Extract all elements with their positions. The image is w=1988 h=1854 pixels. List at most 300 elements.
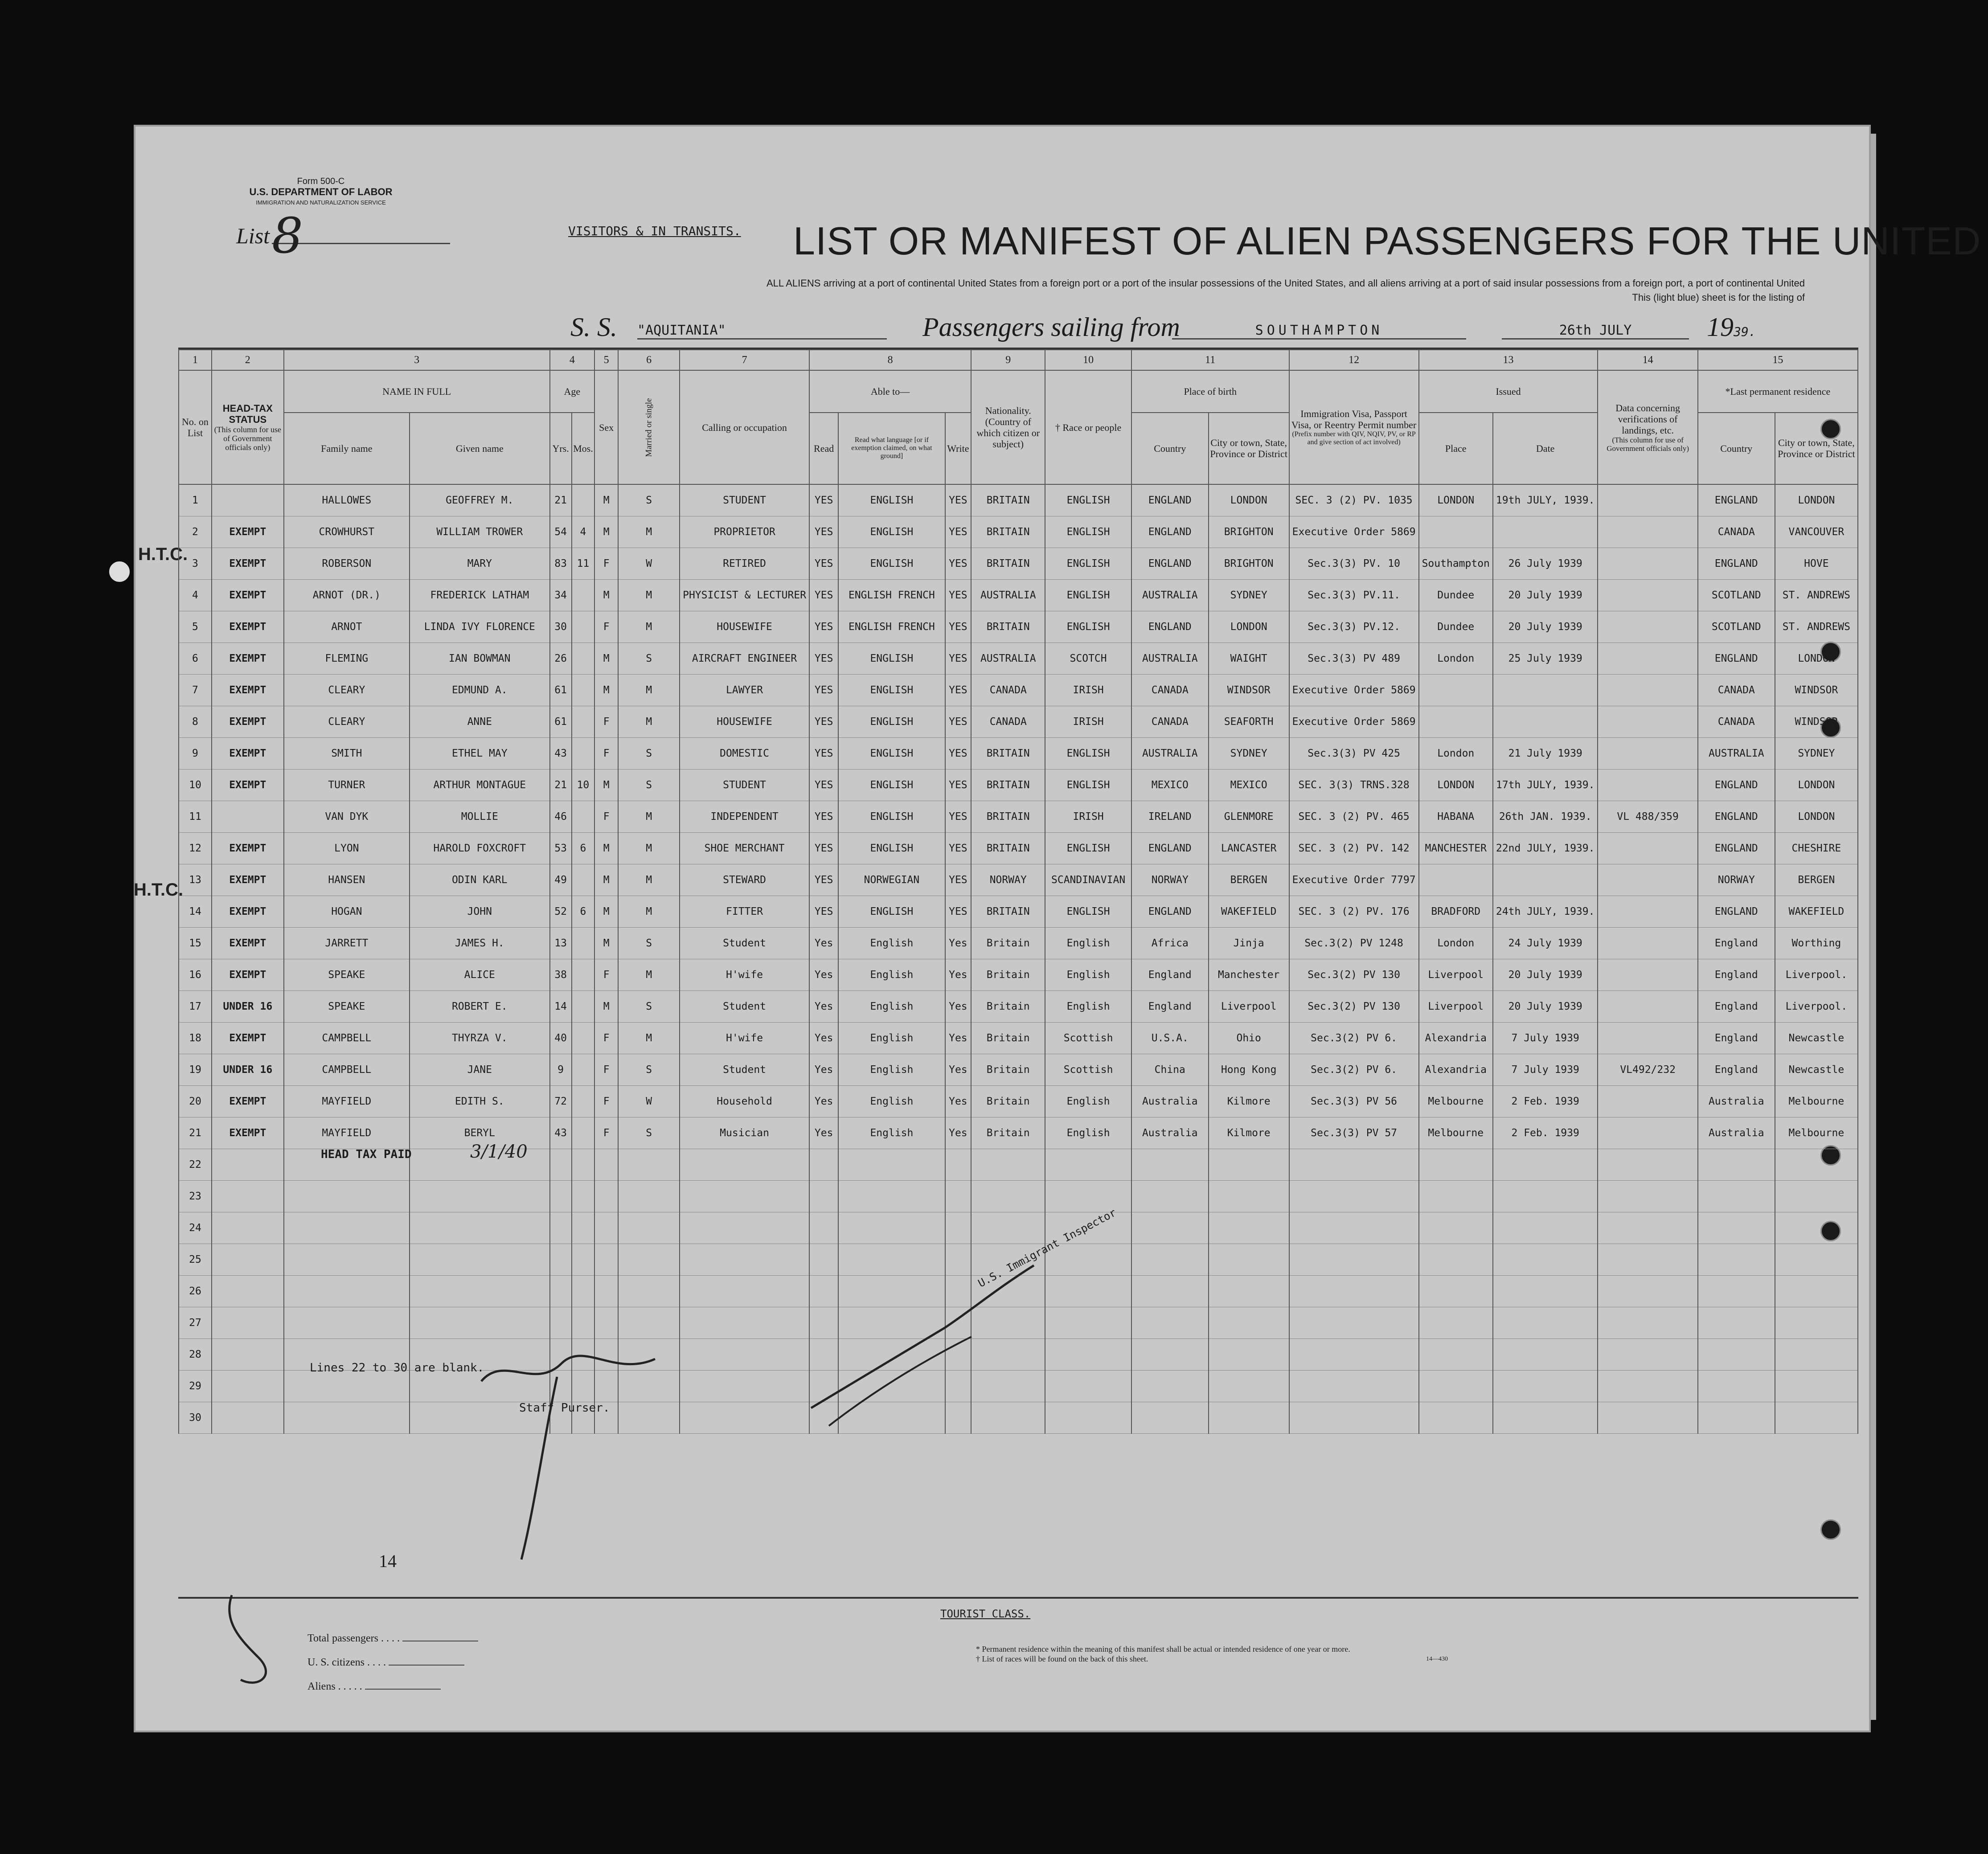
residence-city-cell: BERGEN [1775, 864, 1858, 896]
issued-date-cell: 25 July 1939 [1493, 643, 1598, 675]
can-read-cell: YES [809, 706, 838, 738]
sex-cell: M [594, 928, 618, 959]
empty-cell [1209, 1307, 1289, 1339]
empty-cell [1775, 1181, 1858, 1212]
empty-cell [284, 1276, 410, 1307]
read-language-cell: ENGLISH [838, 484, 945, 516]
empty-cell [838, 1149, 945, 1181]
age-years-cell: 53 [550, 833, 572, 864]
empty-cell [809, 1212, 838, 1244]
row-number-cell: 15 [179, 928, 212, 959]
age-years-cell: 30 [550, 611, 572, 643]
can-write-cell: Yes [945, 1086, 971, 1117]
col-number: 11 [1131, 350, 1289, 370]
header-issued-date: Date [1493, 413, 1598, 484]
landing-data-cell [1598, 769, 1697, 801]
empty-cell [212, 1307, 284, 1339]
empty-cell [212, 1339, 284, 1371]
empty-cell [1698, 1244, 1775, 1276]
occupation-cell: HOUSEWIFE [680, 611, 809, 643]
col-number: 13 [1419, 350, 1598, 370]
residence-country-cell: ENGLAND [1698, 484, 1775, 516]
age-months-cell [572, 611, 595, 643]
empty-cell [284, 1307, 410, 1339]
issued-place-cell: Liverpool [1419, 959, 1493, 991]
sex-cell: F [594, 706, 618, 738]
given-name-cell: GEOFFREY M. [410, 484, 550, 516]
row-number-cell: 13 [179, 864, 212, 896]
empty-cell [284, 1244, 410, 1276]
empty-cell [572, 1276, 595, 1307]
head-tax-status-cell: EXEMPT [212, 928, 284, 959]
issued-date-cell [1493, 516, 1598, 548]
race-cell: ENGLISH [1045, 611, 1131, 643]
header-visa [1289, 370, 1419, 484]
can-write-cell: YES [945, 643, 971, 675]
aliens-line [365, 1689, 441, 1690]
empty-cell [1045, 1181, 1131, 1212]
empty-cell [212, 1244, 284, 1276]
empty-cell [1775, 1149, 1858, 1181]
birth-country-cell: Australia [1131, 1117, 1209, 1149]
nationality-cell: CANADA [971, 706, 1045, 738]
sex-cell: M [594, 643, 618, 675]
occupation-cell: LAWYER [680, 675, 809, 706]
residence-city-cell: LONDON [1775, 484, 1858, 516]
can-read-cell: YES [809, 864, 838, 896]
row-number-cell: 26 [179, 1276, 212, 1307]
issued-place-cell: Alexandria [1419, 1023, 1493, 1054]
can-read-cell: YES [809, 833, 838, 864]
table-row [179, 675, 1858, 706]
can-read-cell: Yes [809, 1086, 838, 1117]
age-months-cell: 6 [572, 896, 595, 928]
issued-place-cell: Southampton [1419, 548, 1493, 580]
marital-status-cell: M [618, 706, 680, 738]
year-suffix: 39. [1734, 324, 1756, 339]
race-cell: English [1045, 928, 1131, 959]
nationality-cell: CANADA [971, 675, 1045, 706]
occupation-cell: HOUSEWIFE [680, 706, 809, 738]
age-years-cell: 38 [550, 959, 572, 991]
empty-cell [1289, 1244, 1419, 1276]
read-language-cell: ENGLISH [838, 833, 945, 864]
empty-cell [1775, 1371, 1858, 1402]
header-age: Age [550, 370, 595, 413]
header-row-1 [179, 370, 1858, 413]
table-row [179, 864, 1858, 896]
col-number: 7 [680, 350, 809, 370]
marital-status-cell: S [618, 738, 680, 769]
birth-country-cell: England [1131, 959, 1209, 991]
col-number: 6 [618, 350, 680, 370]
occupation-cell: STUDENT [680, 769, 809, 801]
issued-place-cell [1419, 675, 1493, 706]
birth-city-cell: SYDNEY [1209, 580, 1289, 611]
empty-cell [1209, 1339, 1289, 1371]
col-number: 1 [179, 350, 212, 370]
given-name-cell: HAROLD FOXCROFT [410, 833, 550, 864]
header-issued-place: Place [1419, 413, 1493, 484]
col-number: 4 [550, 350, 595, 370]
row-number-cell: 27 [179, 1307, 212, 1339]
can-read-cell: YES [809, 675, 838, 706]
empty-cell [618, 1276, 680, 1307]
table-row [179, 1149, 1858, 1181]
issued-date-cell: 22nd JULY, 1939. [1493, 833, 1598, 864]
row-number-cell: 12 [179, 833, 212, 864]
us-citizens-line [389, 1665, 464, 1666]
empty-cell [1698, 1149, 1775, 1181]
can-write-cell: Yes [945, 1117, 971, 1149]
visa-number-cell: Sec.3(2) PV 130 [1289, 991, 1419, 1023]
empty-cell [594, 1212, 618, 1244]
marital-status-cell: S [618, 484, 680, 516]
visa-number-cell: SEC. 3 (2) PV. 142 [1289, 833, 1419, 864]
htc-mark: H.T.C. [134, 880, 184, 900]
birth-city-cell: Manchester [1209, 959, 1289, 991]
sex-cell: M [594, 896, 618, 928]
sex-cell: F [594, 548, 618, 580]
residence-city-cell: Newcastle [1775, 1054, 1858, 1086]
birth-country-cell: AUSTRALIA [1131, 643, 1209, 675]
header-read-language: Read what language [or if exemption claimed, on what ground] [838, 413, 945, 484]
row-number-cell: 25 [179, 1244, 212, 1276]
issued-place-cell [1419, 706, 1493, 738]
issued-place-cell: BRADFORD [1419, 896, 1493, 928]
head-tax-status-cell: EXEMPT [212, 611, 284, 643]
issued-date-cell [1493, 706, 1598, 738]
age-years-cell: 43 [550, 738, 572, 769]
marital-status-cell: S [618, 1054, 680, 1086]
empty-cell [1698, 1339, 1775, 1371]
empty-cell [410, 1181, 550, 1212]
empty-cell [1419, 1402, 1493, 1434]
read-language-cell: ENGLISH [838, 738, 945, 769]
inspector-signature [802, 1248, 1070, 1435]
marital-status-cell: M [618, 864, 680, 896]
col-number: 8 [809, 350, 971, 370]
marital-status-cell: S [618, 991, 680, 1023]
read-language-cell: English [838, 1117, 945, 1149]
landings-title: Data concerning verifications of landings, etc. [1615, 402, 1680, 436]
sex-cell: F [594, 1023, 618, 1054]
can-read-cell: YES [809, 548, 838, 580]
empty-cell [1419, 1149, 1493, 1181]
issued-date-cell [1493, 864, 1598, 896]
departure-port: SOUTHAMPTON [1172, 323, 1466, 340]
empty-cell [680, 1307, 809, 1339]
issued-date-cell: 26th JAN. 1939. [1493, 801, 1598, 833]
empty-cell [1419, 1244, 1493, 1276]
header-married [618, 370, 680, 484]
empty-cell [1598, 1149, 1697, 1181]
residence-country-cell: CANADA [1698, 516, 1775, 548]
head-tax-status-cell: EXEMPT [212, 833, 284, 864]
head-tax-status-cell: EXEMPT [212, 516, 284, 548]
head-tax-status-cell [212, 484, 284, 516]
empty-cell [1289, 1212, 1419, 1244]
empty-cell [1289, 1339, 1419, 1371]
form-identifier [227, 176, 414, 208]
can-read-cell: YES [809, 769, 838, 801]
residence-country-cell: Australia [1698, 1117, 1775, 1149]
nationality-cell: BRITAIN [971, 516, 1045, 548]
birth-city-cell: SYDNEY [1209, 738, 1289, 769]
marital-status-cell: M [618, 959, 680, 991]
row-number-cell: 4 [179, 580, 212, 611]
head-tax-note: (This column for use of Government officials only) [214, 425, 282, 452]
empty-cell [1289, 1149, 1419, 1181]
empty-cell [1289, 1181, 1419, 1212]
department-name: U.S. DEPARTMENT OF LABOR [249, 186, 393, 197]
birth-country-cell: England [1131, 991, 1209, 1023]
empty-cell [572, 1181, 595, 1212]
age-years-cell: 21 [550, 484, 572, 516]
residence-city-cell: VANCOUVER [1775, 516, 1858, 548]
aliens-label [307, 1674, 478, 1698]
given-name-cell: IAN BOWMAN [410, 643, 550, 675]
read-language-cell: English [838, 1023, 945, 1054]
residence-city-cell: Liverpool. [1775, 959, 1858, 991]
given-name-cell: FREDERICK LATHAM [410, 580, 550, 611]
family-name-cell: ARNOT (DR.) [284, 580, 410, 611]
list-label: List [236, 223, 270, 248]
empty-cell [1493, 1149, 1598, 1181]
residence-city-cell: Newcastle [1775, 1023, 1858, 1054]
family-name-cell: FLEMING [284, 643, 410, 675]
empty-cell [971, 1181, 1045, 1212]
empty-cell [1698, 1371, 1775, 1402]
row-number-cell: 18 [179, 1023, 212, 1054]
empty-cell [550, 1181, 572, 1212]
age-months-cell [572, 1117, 595, 1149]
birth-city-cell: Liverpool [1209, 991, 1289, 1023]
visa-number-cell: Sec.3(3) PV.11. [1289, 580, 1419, 611]
can-write-cell: YES [945, 484, 971, 516]
race-cell: IRISH [1045, 675, 1131, 706]
empty-cell [680, 1149, 809, 1181]
age-months-cell: 4 [572, 516, 595, 548]
issued-place-cell: Dundee [1419, 580, 1493, 611]
race-cell: ENGLISH [1045, 580, 1131, 611]
col-number: 5 [594, 350, 618, 370]
year-label [1707, 312, 1756, 343]
empty-cell [1775, 1212, 1858, 1244]
empty-cell [945, 1181, 971, 1212]
header-sex: Sex [594, 370, 618, 484]
issued-place-cell: Liverpool [1419, 991, 1493, 1023]
can-write-cell: Yes [945, 991, 971, 1023]
issued-place-cell: London [1419, 643, 1493, 675]
empty-cell [1209, 1276, 1289, 1307]
visa-number-cell: SEC. 3 (2) PV. 465 [1289, 801, 1419, 833]
birth-city-cell: WAKEFIELD [1209, 896, 1289, 928]
nationality-cell: NORWAY [971, 864, 1045, 896]
landing-data-cell [1598, 991, 1697, 1023]
can-read-cell: YES [809, 516, 838, 548]
empty-cell [1289, 1276, 1419, 1307]
blank-lines-note: Lines 22 to 30 are blank. [310, 1361, 484, 1375]
empty-cell [1131, 1339, 1209, 1371]
marital-status-cell: S [618, 769, 680, 801]
empty-cell [1131, 1181, 1209, 1212]
family-name-cell: SMITH [284, 738, 410, 769]
age-months-cell [572, 801, 595, 833]
family-name-cell: TURNER [284, 769, 410, 801]
can-read-cell: Yes [809, 928, 838, 959]
table-row [179, 959, 1858, 991]
residence-country-cell: ENGLAND [1698, 896, 1775, 928]
sex-cell: M [594, 580, 618, 611]
birth-country-cell: NORWAY [1131, 864, 1209, 896]
staff-purser-label: Staff Purser. [519, 1401, 610, 1415]
empty-cell [618, 1181, 680, 1212]
nationality-cell: AUSTRALIA [971, 580, 1045, 611]
birth-country-cell: CANADA [1131, 675, 1209, 706]
marital-status-cell: M [618, 580, 680, 611]
head-tax-status-cell: EXEMPT [212, 675, 284, 706]
empty-cell [1131, 1276, 1209, 1307]
table-row [179, 1181, 1858, 1212]
nationality-cell: Britain [971, 1086, 1045, 1117]
can-read-cell: YES [809, 801, 838, 833]
empty-cell [1698, 1276, 1775, 1307]
empty-cell [594, 1181, 618, 1212]
visa-number-cell: Sec.3(3) PV 56 [1289, 1086, 1419, 1117]
age-years-cell: 49 [550, 864, 572, 896]
empty-cell [680, 1371, 809, 1402]
can-write-cell: YES [945, 801, 971, 833]
birth-city-cell: Ohio [1209, 1023, 1289, 1054]
landing-data-cell [1598, 833, 1697, 864]
race-cell: ENGLISH [1045, 769, 1131, 801]
birth-country-cell: China [1131, 1054, 1209, 1086]
family-name-cell: CROWHURST [284, 516, 410, 548]
can-read-cell: YES [809, 484, 838, 516]
birth-country-cell: ENGLAND [1131, 896, 1209, 928]
read-language-cell: ENGLISH [838, 896, 945, 928]
issued-date-cell: 26 July 1939 [1493, 548, 1598, 580]
punch-hole [109, 561, 130, 582]
residence-country-cell: ENGLAND [1698, 801, 1775, 833]
given-name-cell: ALICE [410, 959, 550, 991]
issued-place-cell: HABANA [1419, 801, 1493, 833]
col-number: 10 [1045, 350, 1131, 370]
landing-data-cell [1598, 611, 1697, 643]
given-name-cell: ARTHUR MONTAGUE [410, 769, 550, 801]
marital-status-cell: W [618, 1086, 680, 1117]
read-language-cell: ENGLISH [838, 769, 945, 801]
given-name-cell: ANNE [410, 706, 550, 738]
header-birth-city: City or town, State, Province or District [1209, 413, 1289, 484]
can-read-cell: YES [809, 580, 838, 611]
empty-cell [284, 1402, 410, 1434]
residence-country-cell: England [1698, 959, 1775, 991]
empty-cell [1419, 1212, 1493, 1244]
nationality-cell: Britain [971, 1023, 1045, 1054]
empty-cell [1698, 1307, 1775, 1339]
table-row [179, 1023, 1858, 1054]
given-name-cell: EDITH S. [410, 1086, 550, 1117]
issued-date-cell: 20 July 1939 [1493, 580, 1598, 611]
visa-number-cell: Executive Order 7797 [1289, 864, 1419, 896]
issued-place-cell: LONDON [1419, 484, 1493, 516]
read-language-cell: English [838, 928, 945, 959]
marital-status-cell: M [618, 896, 680, 928]
total-passengers-text: Total passengers . . . . [307, 1633, 400, 1644]
class-label: TOURIST CLASS. [940, 1608, 1031, 1620]
birth-country-cell: MEXICO [1131, 769, 1209, 801]
marital-status-cell: S [618, 928, 680, 959]
empty-cell [550, 1244, 572, 1276]
header-place-of-birth: Place of birth [1131, 370, 1289, 413]
row-number-cell: 24 [179, 1212, 212, 1244]
given-name-cell: JOHN [410, 896, 550, 928]
issued-date-cell: 21 July 1939 [1493, 738, 1598, 769]
form-number: Form 500-C [297, 176, 345, 186]
empty-cell [1698, 1402, 1775, 1434]
residence-city-cell: Melbourne [1775, 1117, 1858, 1149]
row-number-cell: 10 [179, 769, 212, 801]
year-prefix: 19 [1707, 312, 1734, 342]
residence-city-cell: WAKEFIELD [1775, 896, 1858, 928]
residence-city-cell: HOVE [1775, 548, 1858, 580]
read-language-cell: ENGLISH [838, 706, 945, 738]
residence-city-cell: LONDON [1775, 801, 1858, 833]
empty-cell [1131, 1244, 1209, 1276]
can-write-cell: Yes [945, 928, 971, 959]
birth-city-cell: Kilmore [1209, 1086, 1289, 1117]
empty-cell [594, 1244, 618, 1276]
visa-note: (Prefix number with QIV, NQIV, PV, or RP and give section of act involved) [1292, 430, 1416, 446]
residence-country-cell: ENGLAND [1698, 643, 1775, 675]
issued-date-cell: 24 July 1939 [1493, 928, 1598, 959]
birth-city-cell: LANCASTER [1209, 833, 1289, 864]
read-language-cell: ENGLISH [838, 516, 945, 548]
can-write-cell: YES [945, 833, 971, 864]
head-tax-status-cell: EXEMPT [212, 1117, 284, 1149]
table-row [179, 1117, 1858, 1149]
header-mos: Mos. [572, 413, 595, 484]
empty-cell [809, 1149, 838, 1181]
birth-city-cell: WINDSOR [1209, 675, 1289, 706]
issued-date-cell: 2 Feb. 1939 [1493, 1086, 1598, 1117]
row-number-cell: 22 [179, 1149, 212, 1181]
birth-city-cell: BRIGHTON [1209, 548, 1289, 580]
residence-country-cell: England [1698, 928, 1775, 959]
read-language-cell: English [838, 1054, 945, 1086]
empty-cell [550, 1212, 572, 1244]
empty-cell [1209, 1181, 1289, 1212]
head-tax-status-cell: EXEMPT [212, 738, 284, 769]
list-number: 8 [272, 207, 450, 244]
marital-status-cell: S [618, 643, 680, 675]
age-months-cell [572, 706, 595, 738]
race-cell: ENGLISH [1045, 738, 1131, 769]
empty-cell [550, 1149, 572, 1181]
birth-country-cell: ENGLAND [1131, 833, 1209, 864]
residence-country-cell: SCOTLAND [1698, 580, 1775, 611]
empty-cell [809, 1181, 838, 1212]
birth-country-cell: ENGLAND [1131, 516, 1209, 548]
empty-cell [212, 1402, 284, 1434]
visa-number-cell: Executive Order 5869 [1289, 675, 1419, 706]
occupation-cell: SHOE MERCHANT [680, 833, 809, 864]
sex-cell: M [594, 484, 618, 516]
can-read-cell: Yes [809, 1054, 838, 1086]
occupation-cell: PHYSICIST & LECTURER [680, 580, 809, 611]
